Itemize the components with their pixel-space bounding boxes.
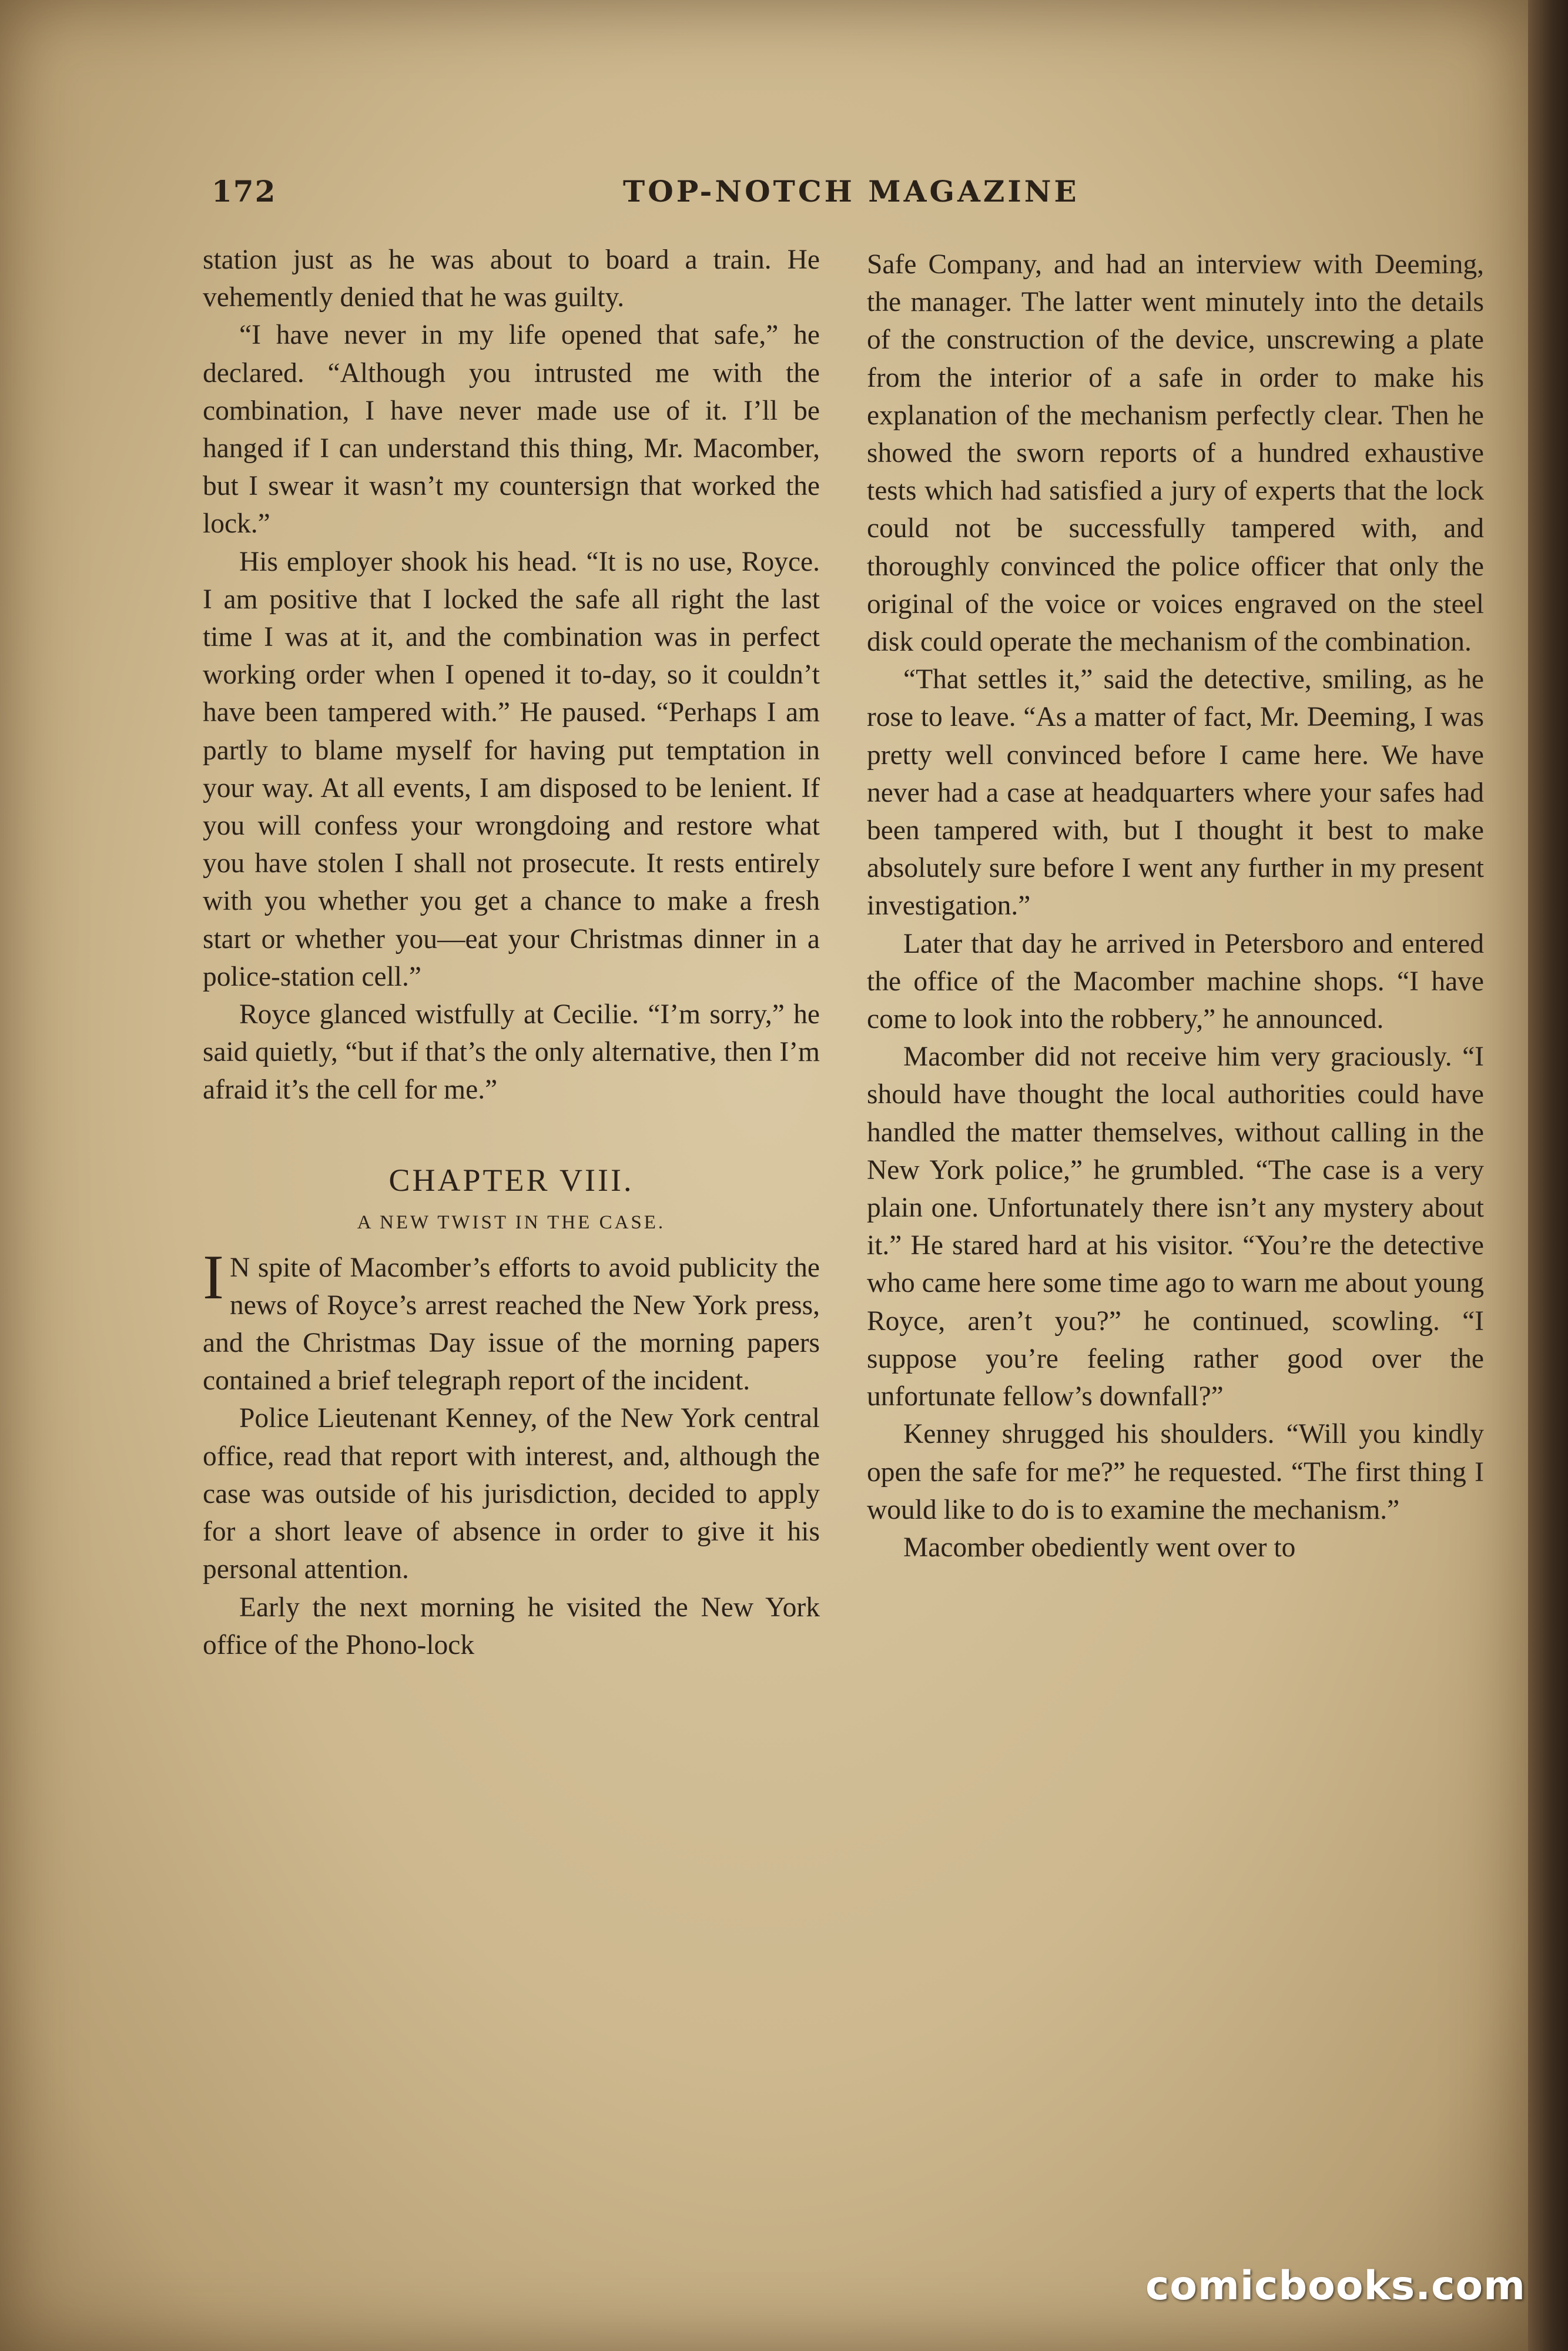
page-edge-shadow: [1528, 0, 1568, 2351]
paragraph: “I have never in my life opened that safe,” he declared. “Although you intrusted me with the combination, I have never made use of it. I’ll be hanged if I can understand this thing, Mr. Macomber, but I swear it wasn’t my countersign that worked the lock.”: [203, 320, 820, 540]
chapter-first-paragraph-text: N spite of Macomber’s efforts to avoid publicity the news of Royce’s arrest reached the New York press, and the Christmas Day issue of the morning papers contained a brief telegraph report of the incident.: [203, 1252, 820, 1396]
watermark: comicbooks.com: [1145, 2263, 1526, 2309]
chapter-first-paragraph: [203, 1242, 820, 1400]
drop-cap: I: [203, 1242, 224, 1312]
chapter-subtitle: A NEW TWIST IN THE CASE.: [357, 1211, 666, 1233]
paragraph: Macomber obediently went over to: [903, 1532, 1296, 1563]
running-title: TOP-NOTCH MAGAZINE: [623, 174, 1080, 209]
paragraph: station just as he was about to board a train. He vehemently denied that he was guilty.: [203, 245, 820, 313]
paragraph: “That settles it,” said the detective, smiling, as he rose to leave. “As a matter of fact, Mr. Deeming, I was pretty well convinced before I came here. We have never had a case at headquarters where your safes had been tampered with, but I thought it best to make absolutely sure before I went any further in my present investigation.”: [867, 664, 1484, 922]
paragraph: Safe Company, and had an interview with Deeming, the manager. The latter went minutely into the details of the construction of the device, unscrewing a plate from the interior of a safe in order to make his explanation of the mechanism perfectly clear. Then he showed the sworn reports of a hundred exhaustive tests which had satisfied a jury of experts that the lock could not be successfully tampered with, and thoroughly convinced the police officer that only the original of the voice or voices engraved on the steel disk could operate the mechanism of the combination.: [867, 249, 1484, 658]
paragraph: His employer shook his head. “It is no use, Royce. I am positive that I locked the safe all right the last time I was at it, and the combination was in perfect working order when I opened it to-day, so it couldn’t have been tampered with.” He paused. “Perhaps I am partly to blame myself for having put temptation in your way. At all events, I am disposed to be lenient. If you will confess your wrongdoing and restore what you have stolen I shall not prosecute. It rests entirely with you whether you get a chance to make a fresh start or whether you—eat your Christmas dinner in a police-station cell.”: [203, 546, 820, 992]
paragraph: Macomber did not receive him very graciously. “I should have thought the local authorities could have handled the matter themselves, without calling in the New York police,” he grumbled. “The case is a very plain one. Unfortunately there isn’t any mystery about it.” He stared hard at his visitor. “You’re the detective who came here some time ago to warn me about young Royce, aren’t you?” he continued, scowling. “I suppose you’re feeling rather good over the unfortunate fellow’s downfall?”: [867, 1041, 1484, 1412]
page-header: [212, 174, 1481, 221]
paragraph: Later that day he arrived in Petersboro and entered the office of the Macomber machine shops. “I have come to look into the robbery,” he announced.: [867, 928, 1484, 1035]
page-number: 172: [212, 174, 277, 209]
paragraph: Early the next morning he visited the New York office of the Phono-lock: [203, 1592, 820, 1660]
chapter-title: CHAPTER VIII.: [388, 1162, 634, 1198]
right-column: [867, 246, 1484, 1566]
paragraph: Kenney shrugged his shoulders. “Will you kindly open the safe for me?” he requested. “The first thing I would like to do is to examine the mechanism.”: [867, 1419, 1484, 1525]
left-column: [203, 241, 820, 1664]
paragraph: Police Lieutenant Kenney, of the New York central office, read that report with interest, and, although the case was outside of his jurisdiction, decided to apply for a short leave of absence in order to give it his personal attention.: [203, 1403, 820, 1585]
paragraph: Royce glanced wistfully at Cecilie. “I’m sorry,” he said quietly, “but if that’s the only alternative, then I’m afraid it’s the cell for me.”: [203, 999, 820, 1106]
